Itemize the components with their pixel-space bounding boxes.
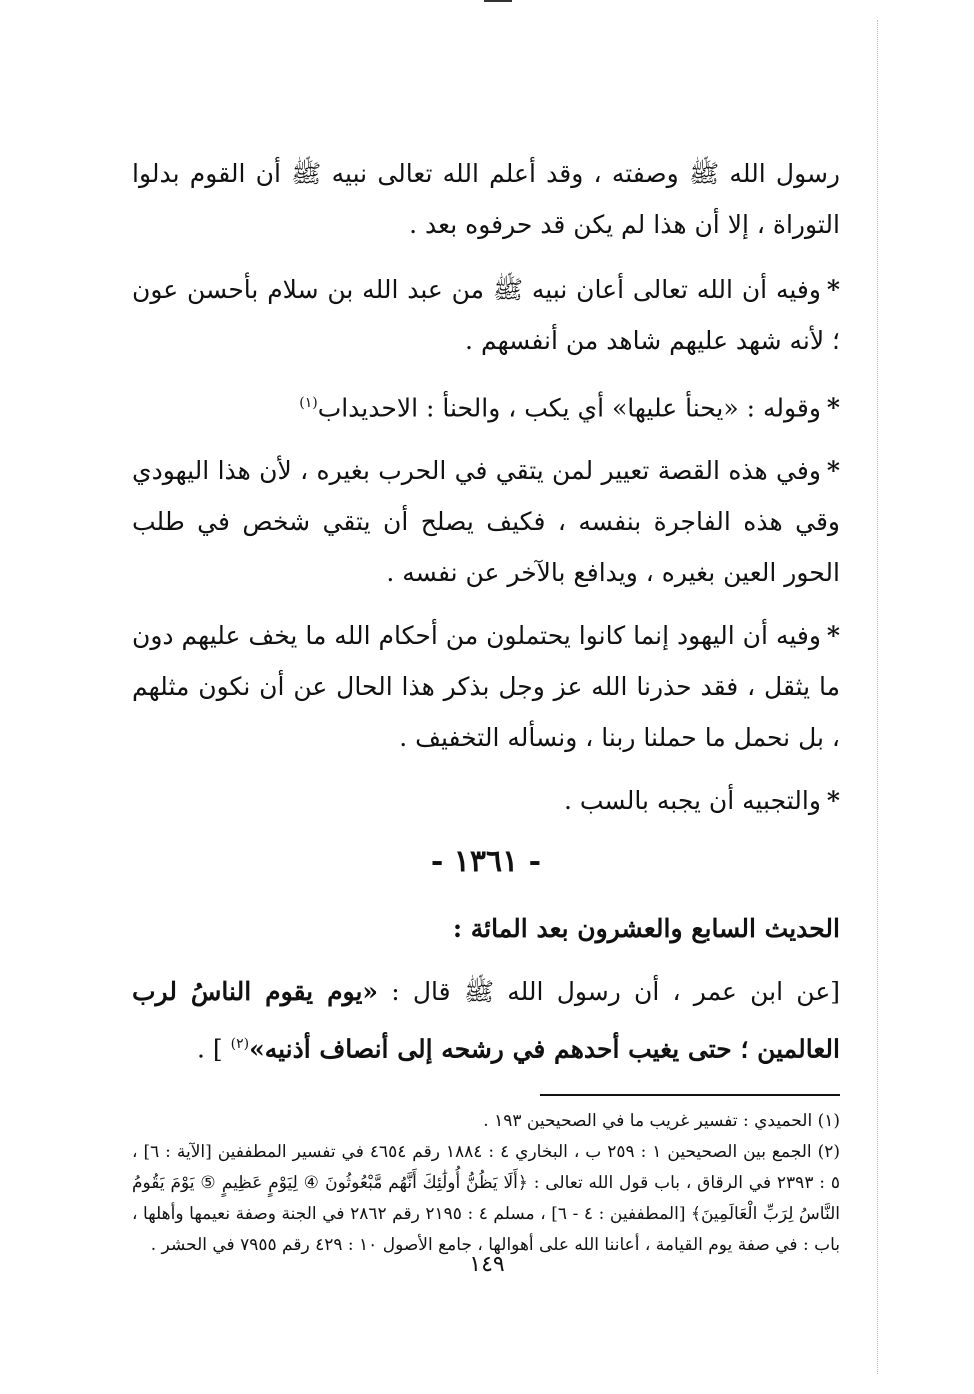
star-bullet: * [826, 393, 840, 423]
hadith-close: ] . [197, 1034, 231, 1064]
paragraph-5-text: وفيه أن اليهود إنما كانوا يحتملون من أحكام الله ما يخف عليهم دون ما يثقل ، فقد حذرنا الله عز وجل بذكر هذا الحال عن أن نكون مثلهم ، بل نحمل ما حملنا ربنا ، ونسأله التخفيف . [132, 621, 840, 753]
star-bullet: * [826, 275, 840, 304]
paragraph-4 [132, 445, 840, 598]
footnote-2: (٢) الجمع بين الصحيحين ١ : ٢٥٩ ب ، البخاري ٤ : ١٨٨٤ رقم ٤٦٥٤ في تفسير المطففين [الآية : ٦] ، ٥ : ٢٣٩٣ في الرقاق ، باب قول الله تعالى : ﴿أَلَا يَظُنُّ أُولَٰئِكَ أَنَّهُم مَّبْعُوثُونَ ④ لِيَوْمٍ عَظِيمٍ ⑤ يَوْمَ يَقُومُ النَّاسُ لِرَبِّ الْعَالَمِينَ﴾ [المطففين : ٤ - ٦] ، مسلم ٤ : ٢١٩٥ رقم ٢٨٦٢ في الجنة وصفة نعيمها وأهلها ، باب : في صفة يوم القيامة ، أعاننا الله على أهوالها ، جامع الأصول ١٠ : ٤٢٩ رقم ٧٩٥٥ في الحشر . [132, 1141, 840, 1255]
page-body [132, 148, 840, 1261]
paragraph-5 [132, 610, 840, 763]
footnote-1: (١) الحميدي : تفسير غريب ما في الصحيحين ١٩٣ . [483, 1110, 840, 1131]
chapter-title: الحديث السابع والعشرون بعد المائة : [452, 914, 840, 944]
scan-edge-dots [877, 20, 878, 1374]
paragraph-1: رسول الله ﷺ وصفته ، وقد أعلم الله تعالى نبيه ﷺ أن القوم بدلوا التوراة ، إلا أن هذا لم يكن قد حرفوه بعد . [132, 159, 840, 239]
paragraph-2 [132, 264, 840, 366]
hadith-text [132, 966, 840, 1075]
hadith-intro: [عن ابن عمر ، أن رسول الله ﷺ قال : [378, 977, 840, 1007]
star-bullet: * [826, 456, 840, 486]
hadith-quote: «يوم يقوم الناسُ لرب العالمين ؛ حتى يغيب أحدهم في رشحه إلى أنصاف أذنيه» [132, 977, 840, 1064]
star-bullet: * [826, 621, 840, 651]
paragraph-6-text: والتجبيه أن يجبه بالسب . [563, 786, 821, 816]
footnote-separator [540, 1094, 840, 1096]
paragraph-2-text: وفيه أن الله تعالى أعان نبيه ﷺ من عبد الله بن سلام بأحسن عون ؛ لأنه شهد عليهم شاهد من أنفسهم . [132, 275, 840, 355]
top-edge-mark [484, 0, 512, 6]
paragraph-4-text: وفي هذه القصة تعيير لمن يتقي في الحرب بغيره ، لأن هذا اليهودي وقي هذه الفاجرة بنفسه ، فكيف يصلح أن يتقي شخص في طلب الحور العين بغيره ، ويدافع بالآخر عن نفسه . [132, 456, 840, 588]
paragraph-6 [132, 775, 840, 826]
footnote-ref-1: (١) [299, 395, 318, 411]
paragraph-3-text: وقوله : «يحنأ عليها» أي يكب ، والحنأ : الاحديداب [317, 393, 821, 423]
page-number: ١٤٩ [469, 1252, 505, 1277]
paragraph-3 [132, 378, 840, 433]
star-bullet: * [826, 786, 840, 816]
hadith-number: - ١٣٦١ - [430, 844, 542, 880]
footnote-ref-2: (٢) [230, 1036, 250, 1053]
